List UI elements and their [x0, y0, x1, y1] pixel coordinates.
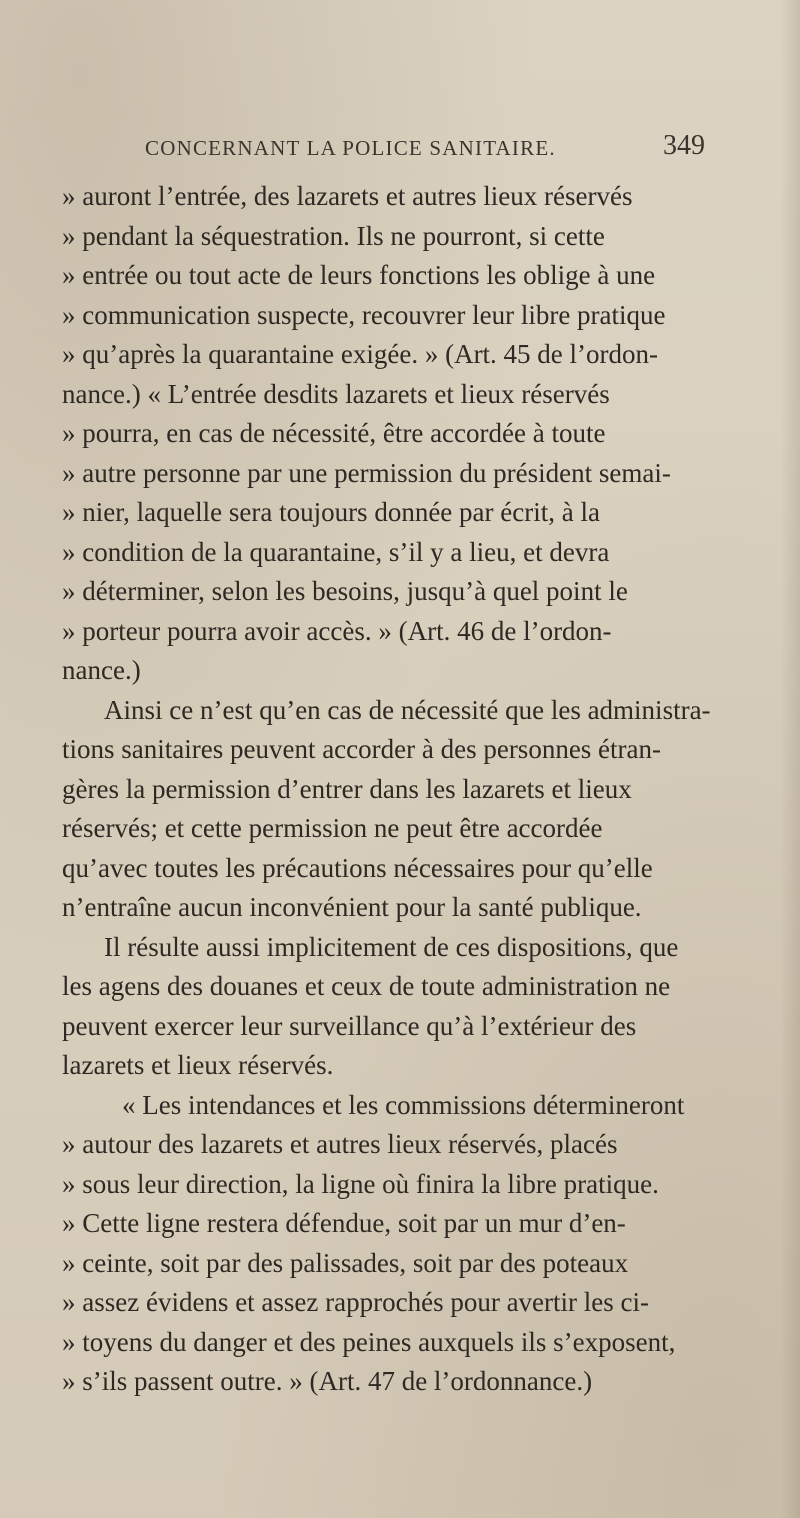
- page-edge-shadow: [780, 0, 800, 1518]
- page-body: [62, 177, 732, 1402]
- text-line: » autre personne par une permission du président semai-: [62, 457, 671, 488]
- text-line: » nier, laquelle sera toujours donnée par écrit, à la: [62, 497, 600, 527]
- text-line: » auront l’entrée, des lazarets et autres lieux réservés: [62, 181, 633, 211]
- text-line: » déterminer, selon les besoins, jusqu’à quel point le: [62, 576, 628, 606]
- page-header: [145, 130, 705, 170]
- page-number: 349: [663, 130, 705, 161]
- text-line: » pourra, en cas de nécessité, être accordée à toute: [62, 418, 606, 448]
- text-line: » ceinte, soit par des palissades, soit par des poteaux: [62, 1247, 629, 1278]
- text-line: » pendant la séquestration. Ils ne pourront, si cette: [62, 220, 605, 251]
- text-line: les agens des douanes et ceux de toute administration ne: [62, 971, 671, 1001]
- text-line: » sous leur direction, la ligne où finira la libre pratique.: [62, 1168, 659, 1199]
- text-line: » toyens du danger et des peines auxquels ils s’exposent,: [62, 1326, 676, 1357]
- text-line: n’entraîne aucun inconvénient pour la santé publique.: [62, 892, 642, 922]
- text-line: » autour des lazarets et autres lieux réservés, placés: [62, 1129, 618, 1159]
- text-line: » qu’après la quarantaine exigée. » (Art. 45 de l’ordon-: [62, 339, 659, 369]
- paragraph-start-line: Il résulte aussi implicitement de ces dispositions, que: [104, 931, 679, 962]
- text-line: gères la permission d’entrer dans les lazarets et lieux: [62, 773, 632, 804]
- paragraph-start-line: « Les intendances et les commissions détermineront: [122, 1089, 685, 1120]
- text-line: réservés; et cette permission ne peut être accordée: [62, 813, 603, 843]
- text-line: » condition de la quarantaine, s’il y a lieu, et devra: [62, 536, 610, 567]
- text-line: nance.): [62, 655, 141, 685]
- text-line: peuvent exercer leur surveillance qu’à l’extérieur des: [62, 1010, 637, 1041]
- text-line: » Cette ligne restera défendue, soit par un mur d’en-: [62, 1208, 626, 1238]
- running-head: CONCERNANT LA POLICE SANITAIRE.: [145, 136, 556, 160]
- text-line: » communication suspecte, recouvrer leur libre pratique: [62, 299, 666, 330]
- text-line: » assez évidens et assez rapprochés pour avertir les ci-: [62, 1287, 649, 1317]
- text-line: » porteur pourra avoir accès. » (Art. 46 de l’ordon-: [62, 615, 612, 646]
- paragraph-start-line: Ainsi ce n’est qu’en cas de nécessité que les administra-: [104, 694, 711, 725]
- text-line: qu’avec toutes les précautions nécessaires pour qu’elle: [62, 852, 653, 883]
- text-line: nance.) « L’entrée desdits lazarets et lieux réservés: [62, 378, 610, 409]
- text-line: tions sanitaires peuvent accorder à des personnes étran-: [62, 734, 662, 764]
- text-line: lazarets et lieux réservés.: [62, 1050, 334, 1080]
- text-line: » s’ils passent outre. » (Art. 47 de l’ordonnance.): [62, 1366, 593, 1396]
- text-line: » entrée ou tout acte de leurs fonctions les oblige à une: [62, 260, 656, 290]
